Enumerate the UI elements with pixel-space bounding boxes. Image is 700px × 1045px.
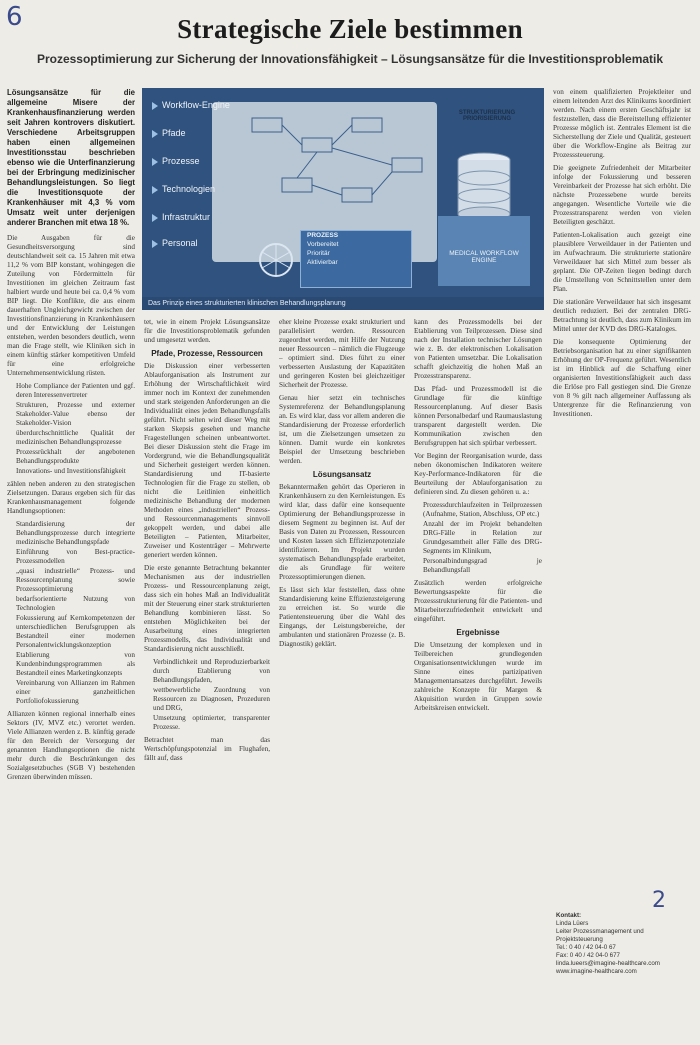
prozess-item: Vorbereitet: [307, 241, 339, 248]
section-heading: Lösungsansatz: [312, 470, 372, 479]
list-item: • Innovations- und Investitionsfähigkeit: [16, 467, 135, 476]
list-item: • Strukturen, Prozesse und externer Stakeholder-Value ebenso der Stakeholder-Vision: [16, 401, 135, 428]
paragraph: Die Umsetzung der komplexen und in Teilbereichen grundlegenden Organisationsentwicklungen wurde im Sinne eines partizipativen Managementansatzes durchgeführt. Jeweils zahlreiche Konzepte für Margen & Akquisition wurden in Gruppen sowie Arbeitskreisen entwickelt.: [414, 641, 542, 712]
layer-technologien: Technologien: [152, 184, 215, 194]
bullet-list: [7, 382, 135, 476]
list-item: • „quasi industrielle“ Prozess- und Ressourcenplanung sowie Prozessoptimierung: [16, 567, 135, 594]
workflow-figure: [142, 88, 544, 310]
contact-website[interactable]: www.imagine-healthcare.com: [556, 968, 637, 975]
paragraph: Das Pfad- und Prozessmodell ist die Grundlage für die künftige Ressourcenplanung. Auf dieser Basis können Personalbedarf und Raumauslastung transparent dargestellt werden. Die Kommunikation zwischen den Berufsgruppen hat sich spürbar verbessert.: [414, 385, 542, 447]
list-item: • Vereinbarung von Allianzen im Rahmen einer ganzheitlichen Portfoliofokussierung: [16, 679, 135, 706]
list-item: • Personalbindungsgrad je Behandlungsfall: [423, 557, 542, 575]
contact-line: Fax: 0 40 / 42 04-0 677: [556, 952, 620, 959]
paragraph: Patienten-Lokalisation auch gezeigt eine plausiblere Verweildauer in der Patienten und im Aufwachraum. Die strukturierte stationäre Verweildauer hat sich Mittel zum besser als geplant. Die OP-Zeiten liegen bedingt durch die Umstellung von Schnittstellen unter dem Plan.: [553, 231, 691, 293]
paragraph: Die konsequente Optimierung der Betriebsorganisation hat zu einer signifikanten Erhöhung der OP-Frequenz geführt. Wesentlich ist im Hinblick auf die Schaffung einer organisierten Investitionsfähigkeit auch dass die Erlöse pro Fall gestiegen sind. Die Grenze von 8 % gilt nach allgemeiner Auffassung als Untergrenze für die Refinanzierung von Investitionen.: [553, 338, 691, 418]
figure-panel-label: STRUKTURIERUNG PRIORISIERUNG: [458, 110, 516, 122]
list-item: • Einführung von Best-practice-Prozessmodellen: [16, 548, 135, 566]
handwritten-mark: 6: [6, 2, 23, 32]
list-item: • Etablierung von Kundenbindungsprogrammen als Bestandteil eines Marketingkonzepts: [16, 651, 135, 678]
paragraph: Betrachtet man das Wertschöpfungspotenzial im Flughafen, fällt auf, dass: [144, 736, 270, 762]
contact-line: Linda Lüers: [556, 920, 589, 927]
list-item: • Standardisierung der Behandlungsprozesse durch integrierte medizinische Behandlungspfade: [16, 520, 135, 547]
column-3: [279, 318, 405, 1040]
cycle-icon: [254, 230, 298, 290]
list-item: • Fokussierung auf Kernkompetenzen der unterschiedlichen Berufsgruppen als Bestandteil einer modernen Personalentwicklungskonzeption: [16, 614, 135, 650]
prozess-box: PROZESS Vorbereitet Prioritär Aktivierbar: [300, 230, 412, 288]
paragraph: von einem qualifizierten Projektleiter und einem leitenden Arzt des Klinikums koordiniert werden. Nach einem ersten Geschäftsjahr ist festzustellen, dass die Bereitstellung effizienter Prozesse möglich ist. Zentrales Element ist die Sicherstellung der Ziele und Qualität, gesteuert über die Workflow-Engine als Beitrag zur Prozesssteuerung.: [553, 88, 691, 159]
list-item: • Prozessdurchlaufzeiten in Teilprozessen (Aufnahme, Station, Abschluss, OP etc.): [423, 501, 542, 519]
column-1: [7, 88, 135, 1038]
paragraph: Bekanntermaßen gehört das Operieren in Krankenhäusern zu den Kernleistungen. Es wird klar, dass dafür eine konsequente Optimierung der Behandlungsprozesse in diesem Segment zu beginnen ist. Auf der Basis von Daten zu Prozessen, Ressourcen und Kosten lassen sich Effizienzpotenziale identifizieren. Im Projekt wurden systematisch Behandlungspfade erarbeitet, die als Grundlage für weitere Prozessoptimierungen dienen.: [279, 483, 405, 581]
prozess-item: Aktivierbar: [307, 259, 338, 266]
paragraph: kann des Prozessmodells bei der Etablierung von Teilprozessen. Diese sind nach der Installation technischer Lösungen wie z. B. der elektronischen Lokalisation von Patienten umsetzbar. Die Lokalisation schafft gleichzeitig die hohen Maß an Prozesstransparenz.: [414, 318, 542, 380]
column-5: [553, 88, 691, 903]
contact-line: Leiter Prozessmanagement und: [556, 928, 644, 935]
paragraph: Die Ausgaben für die Gesundheitsversorgung sind deutschlandweit seit ca. 15 Jahren mit etwa 11,2 % vom BIP konstant, wohingegen die Zuteilung von Fördermitteln für Investitionen im gleichen Zeitraum fast halbiert wurde und heute bei ca. 0,4 % vom BIP liegt. Die Konflikte, die aus einem dauerhaften Ungleichgewicht zwischen der Investitionsfinanzierung in Krankenhäusern und der Entwicklung der Leistungen entstehen, werden besonders deutlich, wenn man die Frage stellt, wie Kliniken sich in einem künftig stärker kompetitiven Umfeld für eine erfolgreiche Unternehmensentwicklung rüsten.: [7, 234, 135, 377]
layer-pfade: Pfade: [152, 128, 186, 138]
paragraph: eher kleine Prozesse exakt strukturiert und parallelisiert werden. Ressourcen zugeordnet werden, mit Hilfe der Nutzung neuer Ressourcen – nämlich die Flugzeuge – optimiert sind. Dies führt zu einer verbesserten Auslastung der Kapazitäten und geringeren Kosten bei gleichzeitiger Sicherheit der Prozesse.: [279, 318, 405, 389]
contact-line: Projektsteuerung: [556, 936, 603, 943]
list-item: • Hohe Compliance der Patienten und ggf. deren Interessenvertreter: [16, 382, 135, 400]
paragraph: Genau hier setzt ein technisches Systemreferenz der Behandlungsplanung an. Es wird klar, dass vor allem anderen die Standardisierung der Prozesse erforderlich ist, um die Zielsetzungen umsetzen zu können. Damit wurde ein konkretes Beispiel der Umsetzung beschrieben werden.: [279, 394, 405, 465]
medical-workflow-engine-box: MEDICAL WORKFLOW ENGINE: [438, 216, 530, 286]
list-item: • Umsetzung optimierter, transparenter Prozesse.: [153, 714, 270, 732]
database-icon: [454, 152, 514, 222]
layer-workflow-engine: Workflow-Engine: [152, 100, 230, 110]
bullet-list: [7, 520, 135, 706]
list-item: • bedarfsorientierte Nutzung von Technologien: [16, 595, 135, 613]
lead-paragraph: Lösungsansätze für die allgemeine Misere der Krankenhausfinanzierung werden seit Jahren kontrovers diskutiert. Verschiedene Arbeitsgruppen haben einen allgemeinen Investitionsstau beschrieben ebenso wie die Unterfinanzierung bei der Erbringung medizinischer Behandlungsleistungen. So liegt die Investitionsquote der Krankenhäuser mit 4,3 % vom Umsatz weit unter derjenigen anderer Branchen mit etwa 18 %.: [7, 88, 135, 227]
paragraph: Die erste genannte Betrachtung bekannter Mechanismen aus der industriellen Prozess- und Ressourcenplanung zeigt, dass sich ein hohes Maß an Individualität mit der Steuerung einer stark strukturierten Behandlung kombinieren lässt. So entstehen Möglichkeiten bei der Ausarbeitung eines integrierten Prozessmodells, das Individualität und Standardisierung nicht ausschließt.: [144, 564, 270, 653]
list-item: • überdurchschnittliche Qualität der medizinischen Behandlungsprozesse: [16, 429, 135, 447]
list-item: • Prozessrückhalt der angebotenen Behandlungsprodukte: [16, 448, 135, 466]
paragraph: Die stationäre Verweildauer hat sich insgesamt deutlich reduziert. Bei der zentralen DRG-Betrachtung ist deutlich, dass zum Klinikum im Mittel unter der KVD des DRG-Kataloges.: [553, 298, 691, 333]
handwritten-page-number: 2: [652, 888, 666, 913]
figure-caption: Das Prinzip eines strukturierten klinischen Behandlungsplanung: [142, 297, 544, 310]
bullet-list: [144, 658, 270, 732]
bullet-list: [414, 501, 542, 575]
paragraph: zählen neben anderen zu den strategischen Zielsetzungen. Daraus ergeben sich für das Krankenhausmanagement folgende Handlungsoptionen:: [7, 480, 135, 515]
page-title: Strategische Ziele bestimmen: [177, 14, 523, 44]
section-heading: Ergebnisse: [456, 628, 500, 637]
paragraph: tet, wie in einem Projekt Lösungsansätze für die Investitionsproblematik gefunden und umgesetzt werden.: [144, 318, 270, 344]
list-item: • wettbewerbliche Zuordnung von Ressourcen zu Diagnosen, Prozeduren und DRG,: [153, 686, 270, 713]
process-network-graphic: [242, 108, 442, 228]
paragraph: Die Diskussion einer verbesserten Ablauforganisation als Instrument zur Erhöhung der Wirtschaftlichkeit wird immer noch im Kontext der zunehmenden und stark steigenden Anforderungen an die Individualität eines jeden Behandlungsfalls geführt. Nicht selten wird dieser Weg mit starken Skepsis gesehen und manche Fragestellungen scheinen unbeantwortet. Bei dieser Diskussion steht die Frage im Vordergrund, wie die Behandlungsqualität und Sicherheit gesteigert werden können. Standardisierung und IT-basierte Technologien für die Frage zu stellen, ob nicht die Leitlinien einheitlich medizinische Behandlung der modernen Methoden eines „industriellen“ Prozess- und Ressourcenmanagements sinnvoll gekoppelt werden, und dabei alle Beteiligten – Patienten, Mitarbeiter, Zuweiser und Kostenträger – Mehrwerte generiert werden können.: [144, 362, 270, 559]
contact-heading: Kontakt:: [556, 912, 582, 919]
section-heading: Pfade, Prozesse, Ressourcen: [151, 349, 263, 358]
paragraph: Es lässt sich klar feststellen, dass ohne Standardisierung keine Effizienzsteigerung zu erreichen ist. So wurde die Patientensteuerung über die Wahl des Eingangs, der Leistungsbereiche, der ambulanten und stationären Prozesse (z. B. Diagnostik) geklärt.: [279, 586, 405, 648]
list-item: • Anzahl der im Projekt behandelten DRG-Fälle in Relation zur Grundgesamtheit aller Fälle des DRG-Segments im Klinikum,: [423, 520, 542, 556]
page-subtitle: Prozessoptimierung zur Sicherung der Innovationsfähigkeit – Lösungsansätze für die Investitionsproblematik: [36, 52, 664, 66]
layer-infrastruktur: Infrastruktur: [152, 212, 210, 222]
paragraph: Allianzen können regional innerhalb eines Sektors (IV, MVZ etc.) verortet werden. Viele Allianzen werden z. B. künftig gerade für den Bereich der Versorgung der genannten Handlungsoptionen die nicht mehr durch die Beschränkungen des Sozialgesetzbuches (SGB V) bestehenden Grenzen überwinden müssen.: [7, 710, 135, 781]
paragraph: Vor Beginn der Reorganisation wurde, dass neben ökonomischen Indikatoren weitere Key-Performance-Indikatoren für die Beurteilung der Ablauforganisation zu definieren sind. Zu diesen gehören u. a.:: [414, 452, 542, 496]
layer-prozesse: Prozesse: [152, 156, 200, 166]
column-4: [414, 318, 542, 1040]
contact-box: [556, 912, 686, 976]
column-2: [144, 318, 270, 1040]
contact-email[interactable]: linda.lueers@imagine-healthcare.com: [556, 960, 660, 967]
list-item: • Verbindlichkeit und Reproduzierbarkeit durch Etablierung von Behandlungspfaden,: [153, 658, 270, 685]
paragraph: Zusätzlich werden erfolgreiche Bewertungsaspekte für die Prozessstrukturierung für die Patienten- und Mitarbeiterzufriedenheit entwickelt und eingeführt.: [414, 579, 542, 623]
contact-line: Tel.: 0 40 / 42 04-0 67: [556, 944, 616, 951]
layer-personal: Personal: [152, 238, 198, 248]
prozess-item: Prioritär: [307, 250, 330, 257]
paragraph: Die geeignete Zufriedenheit der Mitarbeiter infolge der Fokussierung und besseren Vereinbarkeit der Prozesse hat sich erhöht. Die nächste Prozessebene wurde bereits angegangen. Wesentliche Vorteile wie die Prozesstransparenz werden von vielen Beteiligten geschätzt.: [553, 164, 691, 226]
